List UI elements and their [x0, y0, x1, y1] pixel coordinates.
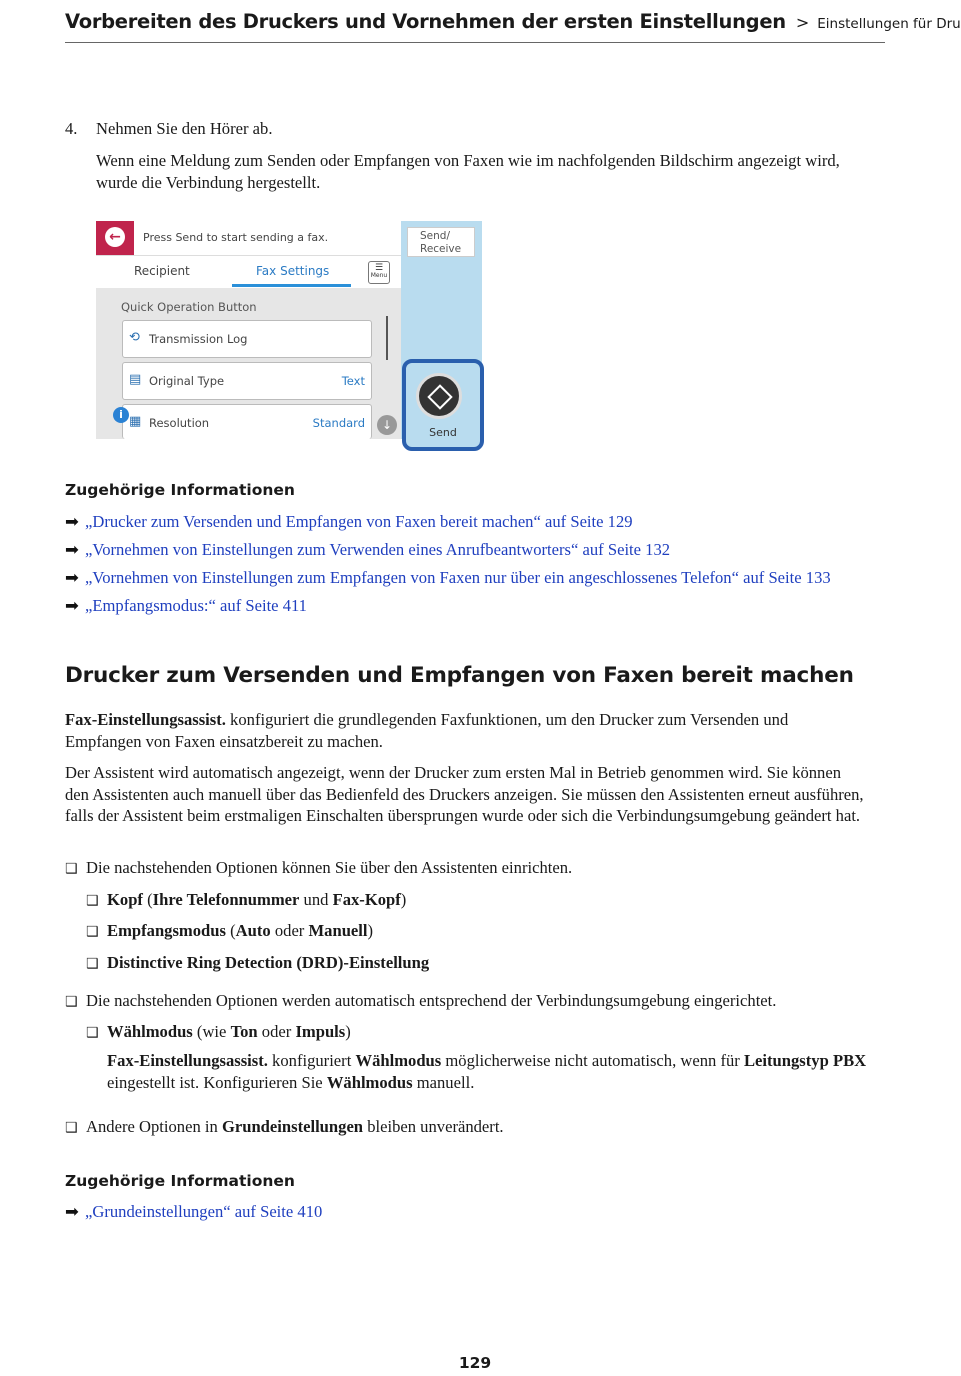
- active-tab-indicator: [232, 284, 351, 287]
- related-info-heading: Zugehörige Informationen: [65, 481, 295, 499]
- scroll-down-icon[interactable]: ↓: [377, 415, 397, 435]
- bold-term: Fax-Kopf: [332, 890, 401, 909]
- info-icon[interactable]: i: [113, 407, 129, 423]
- send-button[interactable]: [416, 373, 462, 419]
- bold-term: Manuell: [308, 921, 368, 940]
- link-arrow-icon: ➡: [65, 568, 79, 587]
- bold-term: Wählmodus: [355, 1051, 442, 1070]
- text: und: [299, 890, 333, 909]
- text: möglicherweise nicht automatisch, wenn für: [441, 1051, 744, 1070]
- checkbox-bullet-icon: ❑: [65, 994, 78, 1010]
- step-number: 4.: [65, 119, 78, 138]
- bold-term: Fax-Einstellungsassist.: [65, 710, 226, 729]
- back-arrow-icon: ←: [105, 227, 125, 247]
- bold-term: Ton: [230, 1022, 258, 1041]
- related-link-text[interactable]: „Empfangsmodus:“ auf Seite 411: [85, 596, 307, 615]
- related-link[interactable]: [65, 596, 307, 616]
- sub-bullet-empfangsmodus: [86, 920, 373, 944]
- send-button-highlight: [402, 359, 484, 451]
- menu-button[interactable]: [368, 261, 390, 284]
- related-link-text[interactable]: „Grundeinstellungen“ auf Seite 410: [85, 1202, 323, 1221]
- related-link[interactable]: [65, 568, 831, 588]
- text: manuell.: [412, 1072, 475, 1092]
- text: oder: [257, 1022, 296, 1041]
- send-diamond-icon: [427, 384, 452, 409]
- text: eingestellt ist. Konfigurieren Sie: [107, 1072, 327, 1092]
- checkbox-bullet-icon: ❑: [65, 861, 78, 877]
- related-link[interactable]: [65, 1202, 322, 1222]
- screen-tabs: [96, 256, 401, 288]
- bullet-3: [65, 1116, 504, 1140]
- header-section-title: Einstellungen für Dru: [817, 16, 961, 32]
- section-title: Drucker zum Versenden und Empfangen von Faxen bereit machen: [65, 663, 854, 688]
- bold-term: Ihre Telefonnummer: [152, 890, 300, 909]
- text: ): [400, 890, 407, 909]
- related-link-text[interactable]: „Vornehmen von Einstellungen zum Empfangen von Faxen nur über ein angeschlossenes Telefon“ auf Seite 133: [85, 568, 831, 587]
- transmission-log-icon: ⟲: [129, 330, 140, 345]
- settings-item-value: Text: [341, 374, 365, 388]
- checkbox-bullet-icon: ❑: [86, 893, 99, 909]
- bold-term: Leitungstyp PBX: [743, 1051, 867, 1070]
- tab-recipient[interactable]: Recipient: [134, 264, 190, 278]
- screen-top-bar: [96, 221, 401, 256]
- related-link-text[interactable]: „Vornehmen von Einstellungen zum Verwenden eines Anrufbeantworters“ auf Seite 132: [85, 540, 671, 559]
- waehlmodus-note: [107, 1050, 882, 1093]
- bold-term: Wählmodus: [107, 1022, 193, 1041]
- bold-term: Distinctive Ring Detection (DRD)-Einstellung: [107, 953, 430, 972]
- related-info-heading: Zugehörige Informationen: [65, 1172, 295, 1190]
- related-link[interactable]: [65, 512, 633, 532]
- sub-bullet-waehlmodus: [86, 1021, 351, 1045]
- settings-list-area: [96, 288, 401, 439]
- settings-item-original-type[interactable]: [122, 362, 372, 400]
- running-header: [65, 10, 961, 43]
- settings-item-label: Transmission Log: [149, 332, 248, 346]
- link-arrow-icon: ➡: [65, 512, 79, 531]
- original-type-icon: ▤: [129, 372, 142, 387]
- link-arrow-icon: ➡: [65, 540, 79, 559]
- header-separator: >: [795, 13, 810, 32]
- bold-term: Kopf: [107, 890, 143, 909]
- text: (: [225, 921, 236, 940]
- scrollbar[interactable]: [386, 316, 388, 360]
- checkbox-bullet-icon: ❑: [65, 1120, 78, 1136]
- checkbox-bullet-icon: ❑: [86, 956, 99, 972]
- resolution-icon: ▦: [129, 414, 142, 429]
- text: Die nachstehenden Optionen können Sie über den Assistenten einrichten.: [86, 858, 573, 877]
- sub-bullet-kopf: [86, 889, 406, 913]
- section-paragraph-2: Der Assistent wird automatisch angezeigt, wenn der Drucker zum ersten Mal in Betrieb genommen wird. Sie können den Assistenten auch manuell über das Bedienfeld des Druckers anzeigen. Sie müssen den Assistenten erneut ausführen, falls der Assistent beim erstmaligen Einschalten übersprungen wurde oder sich die Verbindungsumgebung geändert hat.: [65, 763, 864, 825]
- text: konfiguriert die grundlegenden Faxfunktionen, um den Drucker zum Versenden und Empfangen von Faxen einsatzbereit zu machen.: [65, 710, 789, 751]
- step-text: Nehmen Sie den Hörer ab.: [96, 119, 273, 138]
- page-number: 129: [458, 1354, 492, 1372]
- related-link-text[interactable]: „Drucker zum Versenden und Empfangen von Faxen bereit machen“ auf Seite 129: [85, 512, 633, 531]
- bold-term: Auto: [235, 921, 271, 940]
- screen-message: Press Send to start sending a fax.: [143, 231, 329, 244]
- link-arrow-icon: ➡: [65, 596, 79, 615]
- checkbox-bullet-icon: ❑: [86, 1025, 99, 1041]
- quick-operation-label: Quick Operation Button: [121, 300, 257, 314]
- text: (wie: [192, 1022, 231, 1041]
- text: Die nachstehenden Optionen werden automatisch entsprechend der Verbindungsumgebung eingerichtet.: [86, 991, 777, 1010]
- checkbox-bullet-icon: ❑: [86, 924, 99, 940]
- bullet-1: [65, 857, 865, 881]
- sub-bullet-drd: [86, 952, 429, 976]
- tab-fax-settings[interactable]: Fax Settings: [256, 264, 330, 278]
- text: konfiguriert: [267, 1051, 356, 1070]
- printer-screen-illustration: [96, 221, 482, 446]
- bold-term: Empfangsmodus: [107, 921, 226, 940]
- bold-term: Fax-Einstellungsassist.: [107, 1051, 268, 1070]
- bold-term: Impuls: [295, 1022, 346, 1041]
- text: bleiben unverändert.: [363, 1117, 504, 1136]
- settings-item-label: Original Type: [149, 374, 225, 388]
- link-arrow-icon: ➡: [65, 1202, 79, 1221]
- text: ): [345, 1022, 351, 1041]
- bold-term: Grundeinstellungen: [221, 1117, 364, 1136]
- settings-item-value: Standard: [312, 416, 365, 430]
- menu-label: Menu: [370, 272, 388, 279]
- screen-left-panel: [96, 221, 401, 439]
- text: oder: [270, 921, 309, 940]
- text: (: [142, 890, 153, 909]
- settings-item-resolution[interactable]: [122, 404, 372, 439]
- settings-item-transmission-log[interactable]: [122, 320, 372, 358]
- related-link[interactable]: [65, 540, 670, 560]
- header-chapter-title: Vorbereiten des Druckers und Vornehmen der ersten Einstellungen: [65, 10, 786, 33]
- bullet-2: [65, 990, 865, 1014]
- menu-icon: ☰: [374, 263, 384, 273]
- step-paragraph: Wenn eine Meldung zum Senden oder Empfangen von Faxen wie im nachfolgenden Bildschirm angezeigt wird, wurde die Verbindung hergestellt.: [96, 151, 840, 192]
- send-receive-button[interactable]: Send/ Receive: [407, 227, 475, 257]
- text: ): [367, 921, 374, 940]
- section-paragraph-1: [65, 709, 865, 752]
- back-button[interactable]: [96, 221, 134, 255]
- text: Andere Optionen in: [86, 1117, 222, 1136]
- send-label: Send: [429, 426, 457, 439]
- bold-term: Wählmodus: [326, 1072, 413, 1092]
- settings-item-label: Resolution: [149, 416, 210, 430]
